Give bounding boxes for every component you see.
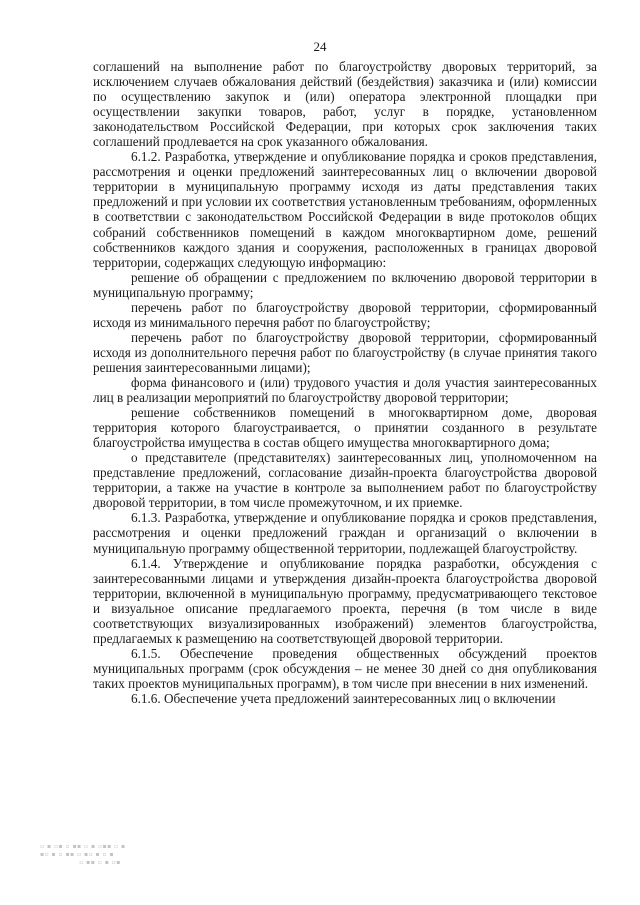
faded-stamp: ▫ ▪ ▫▪ ▫ ▪▪ ▫ ▪ ▫▪▪ ▫ ▪ ▪▫ ▪ ▫ ▪▪ ▫ ▪▫ ▪ ▫ ▪ ▫ ▪▪ ▫ ▪ ▫▪ [40, 843, 126, 866]
paragraph: 6.1.3. Разработка, утверждение и опубликование порядка и сроков представления, рассмотрения и оценки предложений граждан и организаций о включении в муниципальную программу общественной территории, подлежащей благоустройству. [93, 510, 597, 556]
paragraph: соглашений на выполнение работ по благоустройству дворовых территорий, за исключением случаев обжалования действий (бездействия) заказчика и (или) комиссии по осуществлению закупок и (или) оператора электронной площадки при осуществлении закупки товаров, работ, услуг в порядке, установленном законодательством Российской Федерации, при которых срок заключения таких соглашений продлевается на срок указанного обжалования. [93, 59, 597, 150]
paragraph: 6.1.6. Обеспечение учета предложений заинтересованных лиц о включении [131, 690, 556, 706]
list-item: перечень работ по благоустройству дворовой территории, сформированный исходя из дополнительного перечня работ по благоустройству (в случае принятия такого решения заинтересованными лицами); [93, 329, 597, 375]
paragraph: 6.1.4. Утверждение и опубликование порядка разработки, обсуждения с заинтересованными лицами и утверждения дизайн-проекта благоустройства дворовой территории, включенной в муниципальную программу, предусматривающего текстовое и визуальное описание предлагаемого проекта, перечня (в том числе в виде соответствующих визуализированных изображений) элементов благоустройства, предлагаемых к размещению на соответствующей дворовой территории. [93, 555, 597, 646]
list-item: форма финансового и (или) трудового участия и доля участия заинтересованных лиц в реализации мероприятий по благоустройству дворовой территории; [93, 374, 597, 406]
list-item: решение собственников помещений в многоквартирном доме, дворовая территория которого благоустраивается, о принятии созданного в результате благоустройства имущества в состав общего имущества многоквартирного дома; [93, 405, 597, 451]
page-number: 24 [313, 39, 327, 54]
paragraph: 6.1.5. Обеспечение проведения общественных обсуждений проектов муниципальных программ (срок обсуждения – не менее 30 дней со дня опубликования таких проектов муниципальных программ), в том числе при внесении в них изменений. [93, 645, 597, 691]
list-item: решение об обращении с предложением по включению дворовой территории в муниципальную программу; [93, 269, 597, 300]
list-item: о представителе (представителях) заинтересованных лиц, уполномоченном на представление предложений, согласование дизайн-проекта благоустройства дворовой территории, а также на участие в контроле за выполнением работ по благоустройству дворовой территории, в том числе промежуточном, и их приемке. [93, 450, 597, 511]
document-body [93, 59, 597, 706]
list-item: перечень работ по благоустройству дворовой территории, сформированный исходя из минимального перечня работ по благоустройству; [93, 299, 597, 330]
paragraph: 6.1.2. Разработка, утверждение и опубликование порядка и сроков представления, рассмотрения и оценки предложений заинтересованных лиц о включении дворовой территории в муниципальную программу исходя из даты представления таких предложений и при условии их соответствия установленным требованиям, оформленных в соответствии с законодательством Российской Федерации в виде протоколов общих собраний собственников помещений в каждом многоквартирном доме, решений собственников каждого здания и сооружения, расположенных в границах дворовой территории, содержащих следующую информацию: [93, 149, 597, 270]
